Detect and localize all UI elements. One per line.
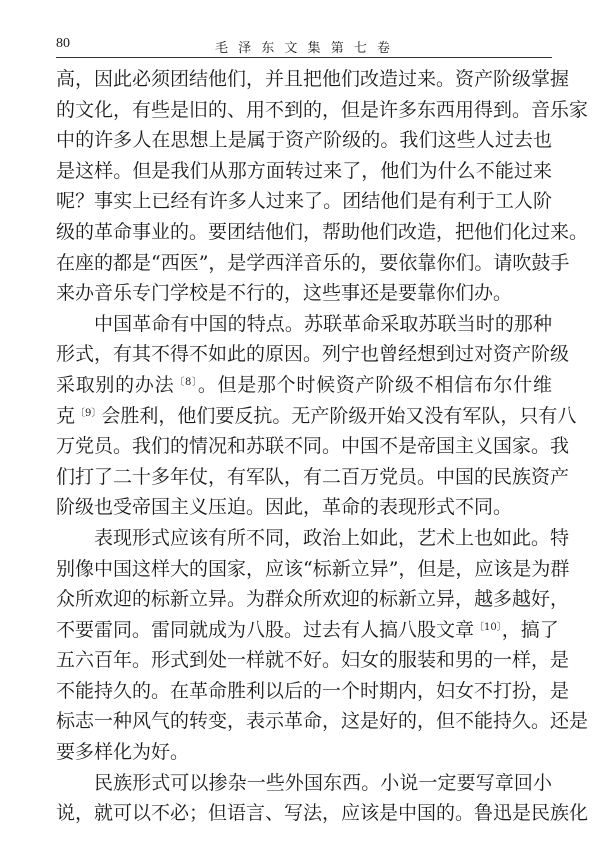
body-text [56, 64, 589, 829]
line-text: 不要雷同。雷同就成为八股。过去有人搞八股文章 [56, 618, 475, 641]
endnote-ref-9: 〔9〕 [75, 407, 102, 419]
text-line: 众所欢迎的标新立异。为群众所欢迎的标新立异，越多越好， [56, 588, 570, 611]
paragraph-3 [56, 523, 589, 768]
running-title: 毛 泽 东 文 集 第 七 卷 [215, 41, 393, 56]
text-line: 要多样化为好。 [56, 741, 190, 764]
text-line: 们打了二十多年仗，有军队，有二百万党员。中国的民族资产 [56, 465, 570, 488]
line-text: 克 [56, 404, 76, 427]
endnote-ref-10: 〔10〕 [474, 621, 502, 633]
text-line: 是这样。但是我们从那方面转过来了，他们为什么不能过来 [56, 159, 552, 182]
text-line: 形式，有其不得不如此的原因。列宁也曾经想到过对资产阶级 [56, 343, 570, 366]
header-rule [56, 57, 552, 58]
text-line: 中国革命有中国的特点。苏联革命采取苏联当时的那种 [94, 312, 552, 335]
text-line: 标志一种风气的转变，表示革命，这是好的，但不能持久。还是 [56, 710, 589, 733]
text-line-with-note [56, 401, 577, 432]
text-line: 中的许多人在思想上是属于资产阶级的。我们这些人过去也 [56, 129, 552, 152]
text-line: 阶级也受帝国主义压迫。因此，革命的表现形式不同。 [56, 496, 513, 519]
text-line-with-note [56, 370, 552, 401]
text-line: 级的革命事业的。要团结他们，帮助他们改造，把他们化过来。 [56, 220, 589, 243]
text-line: 不能持久的。在革命胜利以后的一个时期内，妇女不打扮，是 [56, 679, 570, 702]
line-text: 采取别的办法 [56, 373, 175, 396]
text-line: 高，因此必须团结他们，并且把他们改造过来。资产阶级掌握 [56, 68, 570, 90]
endnote-ref-8: 〔8〕 [174, 376, 198, 388]
text-line: 在座的都是“西医”，是学西洋音乐的，要依靠你们。请吹鼓手 [56, 251, 570, 274]
text-line: 民族形式可以掺杂一些外国东西。小说一定要写章回小 [94, 771, 552, 794]
line-text: 。但是那个时候资产阶级不相信布尔什维 [197, 373, 552, 396]
paragraph-4 [56, 768, 589, 829]
text-line: 表现形式应该有所不同，政治上如此，艺术上也如此。特 [94, 526, 570, 549]
text-line: 别像中国这样大的国家，应该“标新立异”，但是，应该是为群 [56, 557, 570, 580]
text-line-with-note [56, 615, 559, 646]
paragraph-2 [56, 309, 577, 523]
text-line: 万党员。我们的情况和苏联不同。中国不是帝国主义国家。我 [56, 435, 570, 458]
page-number: 80 [56, 36, 70, 51]
text-line: 呢？事实上已经有许多人过来了。团结他们是有利于工人阶 [56, 190, 552, 213]
paragraph-1 [56, 64, 589, 309]
text-line: 来办音乐专门学校是不行的，这些事还是要靠你们办。 [56, 282, 513, 305]
text-line: 的文化，有些是旧的、用不到的，但是许多东西用得到。音乐家 [56, 98, 589, 121]
line-text: 会胜利，他们要反抗。无产阶级开始又没有军队，只有八 [101, 404, 577, 427]
running-header [56, 36, 552, 58]
line-text: ，搞了 [501, 618, 559, 641]
text-line: 说，就可以不必；但语言、写法，应该是中国的。鲁迅是民族化 [56, 802, 589, 825]
text-line: 五六百年。形式到处一样就不好。妇女的服装和男的一样，是 [56, 649, 570, 672]
